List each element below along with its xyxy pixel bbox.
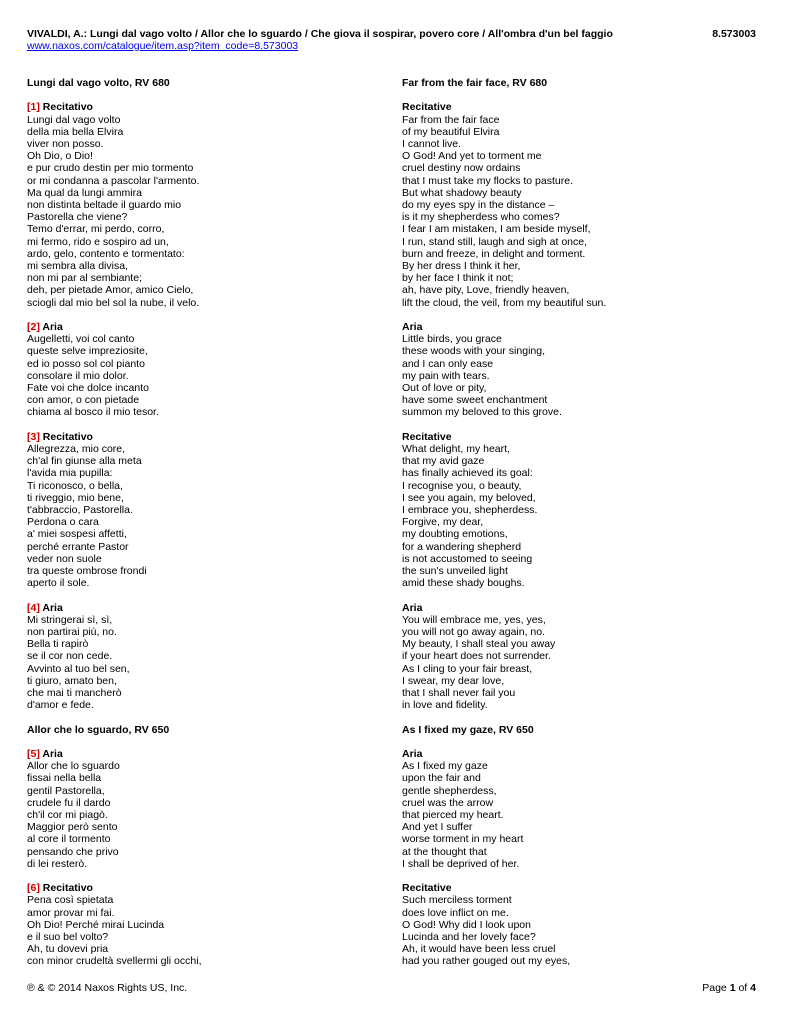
text-line: Far from the fair face bbox=[402, 113, 500, 126]
text-line: aperto il sole. bbox=[27, 577, 90, 590]
text-line: ed io posso sol col pianto bbox=[27, 357, 145, 370]
section-number: [4] bbox=[27, 601, 40, 614]
text-line: I fear I am mistaken, I am beside myself, bbox=[402, 223, 591, 236]
text-line: my doubting emotions, bbox=[402, 528, 508, 541]
text-line: al core il tormento bbox=[27, 833, 111, 846]
text-line: worse torment in my heart bbox=[402, 833, 524, 846]
text-line: that pierced my heart. bbox=[402, 809, 504, 822]
text-line: What delight, my heart, bbox=[402, 443, 510, 456]
page-indicator: Page 1 of 4 bbox=[702, 982, 756, 994]
text-line: l'avida mia pupilla: bbox=[27, 467, 113, 480]
spacer bbox=[27, 419, 367, 431]
spacer bbox=[402, 89, 762, 101]
text-line: che mai ti mancherò bbox=[27, 687, 122, 700]
text-line: I cannot live. bbox=[402, 137, 461, 150]
copyright-notice: ℗ & © 2014 Naxos Rights US, Inc. bbox=[27, 982, 188, 994]
text-line: by her face I think it not; bbox=[402, 272, 514, 285]
text-line: se il cor non cede. bbox=[27, 650, 113, 663]
text-line: deh, per pietade Amor, amico Cielo, bbox=[27, 284, 194, 297]
catalogue-code: 8.573003 bbox=[712, 28, 756, 40]
text-line: Lungi dal vago volto bbox=[27, 113, 121, 126]
work-title: Allor che lo sguardo, RV 650 bbox=[27, 723, 170, 736]
text-line: amid these shady boughs. bbox=[402, 577, 525, 590]
text-line: has finally achieved its goal: bbox=[402, 467, 533, 480]
text-line: you will not go away again, no. bbox=[402, 626, 546, 639]
section-heading bbox=[27, 882, 367, 894]
text-line: perché errante Pastor bbox=[27, 540, 129, 553]
text-line: have some sweet enchantment bbox=[402, 394, 548, 407]
italian-text-column bbox=[27, 77, 367, 968]
text-line: cruel destiny now ordains bbox=[402, 162, 521, 175]
text-line: non distinta beltade il guardo mio bbox=[27, 199, 182, 211]
text-line: upon the fair and bbox=[402, 772, 481, 785]
text-line: Bella ti rapirò bbox=[27, 638, 89, 651]
page-total: 4 bbox=[750, 982, 756, 994]
text-line: Mi stringerai sì, sì, bbox=[27, 613, 113, 626]
text-line: As I fixed my gaze bbox=[402, 760, 488, 773]
text-line: d'amor e fede. bbox=[27, 699, 94, 712]
text-line: And yet I suffer bbox=[402, 821, 473, 834]
section-heading bbox=[27, 431, 367, 443]
text-line: I run, stand still, laugh and sigh at once, bbox=[402, 235, 588, 248]
spacer bbox=[402, 711, 762, 723]
section-heading bbox=[402, 748, 762, 760]
text-line: Ma qual da lungi ammira bbox=[27, 186, 142, 199]
text-line: if your heart does not surrender. bbox=[402, 650, 551, 663]
spacer bbox=[402, 870, 762, 882]
text-line: of my beautiful Elvira bbox=[402, 125, 500, 138]
text-line: con minor crudeltà svellermi gli occhi, bbox=[27, 955, 202, 968]
section-heading bbox=[27, 321, 367, 333]
catalogue-link[interactable]: www.naxos.com/catalogue/item.asp?item_code=8.573003 bbox=[27, 40, 299, 52]
text-line: Such merciless torment bbox=[402, 894, 512, 907]
text-line: I swear, my dear love, bbox=[402, 674, 505, 687]
text-line: Pastorella che viene? bbox=[27, 211, 128, 224]
text-line: and I can only ease bbox=[402, 357, 494, 370]
text-line: Forgive, my dear, bbox=[402, 516, 484, 529]
section-type: Aria bbox=[402, 601, 423, 614]
work-title: Lungi dal vago volto, RV 680 bbox=[27, 77, 170, 89]
text-line: these woods with your singing, bbox=[402, 345, 545, 358]
text-line: Allor che lo sguardo bbox=[27, 760, 120, 773]
spacer bbox=[27, 736, 367, 748]
text-line: had you rather gouged out my eyes, bbox=[402, 955, 571, 968]
section-type: Recitative bbox=[402, 430, 452, 443]
section-type: Recitativo bbox=[42, 430, 93, 443]
section-heading bbox=[402, 882, 762, 894]
text-line: tra queste ombrose frondi bbox=[27, 565, 147, 578]
text-line: non partirai più, no. bbox=[27, 626, 117, 639]
text-line: queste selve impreziosite, bbox=[27, 345, 148, 358]
text-line: Ah, tu dovevi pria bbox=[27, 943, 109, 956]
text-line: Fate voi che dolce incanto bbox=[27, 382, 149, 395]
text-line: mi sembra alla divisa, bbox=[27, 260, 128, 273]
text-line: t'abbraccio, Pastorella. bbox=[27, 504, 133, 517]
text-line: cruel was the arrow bbox=[402, 796, 494, 809]
text-line: Maggior però sento bbox=[27, 821, 118, 834]
spacer bbox=[402, 589, 762, 601]
text-line: crudele fu il dardo bbox=[27, 796, 111, 809]
spacer bbox=[27, 711, 367, 723]
text-line: I see you again, my beloved, bbox=[402, 491, 536, 504]
text-line: Avvinto al tuo bel sen, bbox=[27, 662, 130, 675]
section-heading bbox=[27, 602, 367, 614]
spacer bbox=[27, 309, 367, 321]
section-heading bbox=[402, 321, 762, 333]
spacer bbox=[402, 736, 762, 748]
text-line: Oh Dio, o Dio! bbox=[27, 150, 93, 163]
spacer bbox=[402, 309, 762, 321]
text-line: fissai nella bella bbox=[27, 772, 102, 785]
text-line: ch'al fin giunse alla meta bbox=[27, 455, 142, 468]
text-line: Little birds, you grace bbox=[402, 333, 502, 346]
text-line: Ah, it would have been less cruel bbox=[402, 943, 556, 956]
text-line: that I shall never fail you bbox=[402, 687, 516, 700]
section-type: Aria bbox=[402, 748, 423, 761]
section-heading bbox=[27, 748, 367, 760]
text-line: ch'il cor mi piagò. bbox=[27, 809, 108, 822]
text-line: that I must take my flocks to pasture. bbox=[402, 174, 573, 187]
document-title: VIVALDI, A.: Lungi dal vago volto / Allor che lo sguardo / Che giova il sospirar, povero core / All'ombra d'un bel faggio bbox=[27, 28, 613, 40]
spacer bbox=[27, 870, 367, 882]
text-line: consolare il mio dolor. bbox=[27, 369, 129, 382]
section-type: Recitative bbox=[402, 882, 452, 895]
text-line: della mia bella Elvira bbox=[27, 125, 124, 138]
spacer bbox=[27, 589, 367, 601]
text-line: ti riveggio, mio bene, bbox=[27, 491, 124, 504]
text-line: that my avid gaze bbox=[402, 455, 485, 468]
text-line: Allegrezza, mio core, bbox=[27, 443, 126, 456]
text-line: e pur crudo destin per mio tormento bbox=[27, 162, 194, 175]
section-heading bbox=[402, 602, 762, 614]
text-line: e il suo bel volto? bbox=[27, 931, 109, 944]
text-line: non mi par al sembiante; bbox=[27, 272, 142, 285]
text-line: Lucinda and her lovely face? bbox=[402, 931, 536, 944]
text-line: my pain with tears. bbox=[402, 369, 490, 382]
text-line: lift the cloud, the veil, from my beautiful sun. bbox=[402, 296, 607, 309]
text-line: burn and freeze, in delight and torment. bbox=[402, 247, 586, 260]
text-line: Ti riconosco, o bella, bbox=[27, 479, 123, 492]
text-line: at the thought that bbox=[402, 845, 487, 858]
section-heading bbox=[402, 431, 762, 443]
text-line: pensando che privo bbox=[27, 845, 119, 858]
text-line: in love and fidelity. bbox=[402, 699, 488, 712]
text-line: do my eyes spy in the distance – bbox=[402, 199, 555, 211]
text-line: is not accustomed to seeing bbox=[402, 552, 533, 565]
text-line: amor provar mi fai. bbox=[27, 906, 115, 919]
text-line: My beauty, I shall steal you away bbox=[402, 638, 556, 651]
section-type: Aria bbox=[42, 321, 63, 334]
work-title: As I fixed my gaze, RV 650 bbox=[402, 723, 534, 736]
spacer bbox=[402, 419, 762, 431]
text-line: But what shadowy beauty bbox=[402, 186, 522, 199]
section-type: Recitativo bbox=[42, 101, 93, 114]
text-line: ah, have pity, Love, friendly heaven, bbox=[402, 284, 570, 297]
text-line: for a wandering shepherd bbox=[402, 540, 522, 553]
text-line: I embrace you, shepherdess. bbox=[402, 504, 538, 517]
english-text-column bbox=[402, 77, 762, 968]
text-line: con amor, o con pietade bbox=[27, 394, 140, 407]
text-line: does love inflict on me. bbox=[402, 906, 509, 919]
text-line: mi fermo, rido e sospiro ad un, bbox=[27, 235, 169, 248]
text-line: O God! Why did I look upon bbox=[402, 918, 531, 931]
text-line: the sun's unveiled light bbox=[402, 565, 508, 578]
section-type: Aria bbox=[402, 321, 423, 334]
text-line: Augelletti, voi col canto bbox=[27, 333, 135, 346]
text-line: is it my shepherdess who comes? bbox=[402, 211, 560, 224]
text-line: I recognise you, o beauty, bbox=[402, 479, 522, 492]
text-line: As I cling to your fair breast, bbox=[402, 662, 533, 675]
text-line: di lei resterò. bbox=[27, 857, 88, 870]
text-line: veder non suole bbox=[27, 552, 102, 565]
text-line: Perdona o cara bbox=[27, 516, 99, 529]
text-line: Oh Dio! Perché mirai Lucinda bbox=[27, 918, 165, 931]
text-line: ti giuro, amato ben, bbox=[27, 674, 117, 687]
section-type: Recitativo bbox=[42, 882, 93, 895]
text-line: Temo d'errar, mi perdo, corro, bbox=[27, 223, 165, 236]
page-current: 1 bbox=[729, 982, 736, 994]
text-line: By her dress I think it her, bbox=[402, 260, 521, 273]
section-number: [5] bbox=[27, 748, 40, 761]
text-line: O God! And yet to torment me bbox=[402, 150, 542, 163]
spacer bbox=[27, 89, 367, 101]
text-line: I shall be deprived of her. bbox=[402, 857, 520, 870]
text-line: a' miei sospesi affetti, bbox=[27, 528, 127, 541]
section-type: Aria bbox=[42, 748, 63, 761]
work-title: Far from the fair face, RV 680 bbox=[402, 77, 548, 89]
text-line: chiama al bosco il mio tesor. bbox=[27, 406, 159, 419]
text-line: gentil Pastorella, bbox=[27, 784, 105, 797]
section-number: [2] bbox=[27, 321, 40, 334]
text-line: Pena così spietata bbox=[27, 894, 114, 907]
section-number: [6] bbox=[27, 882, 40, 895]
text-line: Out of love or pity, bbox=[402, 382, 487, 395]
text-line: sciogli dal mio bel sol la nube, il velo. bbox=[27, 296, 200, 309]
text-line: gentle shepherdess, bbox=[402, 784, 497, 797]
section-number: [3] bbox=[27, 430, 40, 443]
text-line: summon my beloved to this grove. bbox=[402, 406, 562, 419]
section-number: [1] bbox=[27, 101, 40, 114]
text-line: or mi condanna a pascolar l'armento. bbox=[27, 174, 200, 187]
text-line: ardo, gelo, contento e tormentato: bbox=[27, 247, 185, 260]
section-type: Aria bbox=[42, 601, 63, 614]
section-heading bbox=[27, 101, 367, 113]
text-line: viver non posso. bbox=[27, 137, 104, 150]
section-heading bbox=[402, 101, 762, 113]
section-type: Recitative bbox=[402, 101, 452, 114]
text-line: You will embrace me, yes, yes, bbox=[402, 613, 546, 626]
